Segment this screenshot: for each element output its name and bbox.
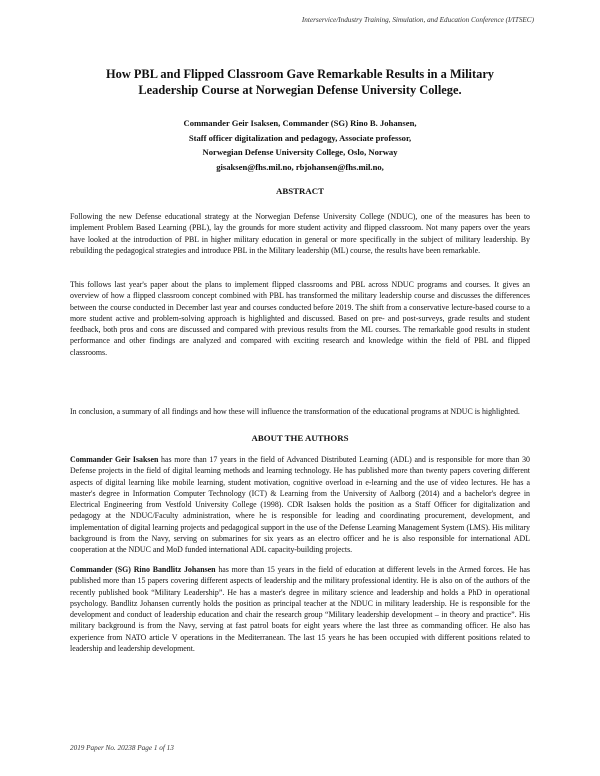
page-footer: 2019 Paper No. 20238 Page 1 of 13	[70, 744, 174, 752]
abstract-heading: ABSTRACT	[276, 186, 324, 196]
author-block	[60, 116, 540, 174]
paper-title	[60, 66, 540, 98]
author-affiliation: Norwegian Defense University College, Oslo, Norway	[202, 147, 398, 157]
abstract-paragraph-2: This follows last year's paper about the plans to implement flipped classrooms and PBL across NDUC programs and courses. It gives an overview of how a flipped classroom concept combined with PBL has transformed the military leadership course and discusses the differences between the course conducted in December last year and courses conducted before 2019. The shift from a conservative lecture-based course to a more student active and problem-solving approach is highlighted and discussed. Based on pre- and post-surveys, grade results and student feedback, both pros and cons are discussed and compared with previous results from the ML courses. The remarkable good results in student performance and other findings are analyzed and compared with exciting research and knowledge within the field of PBL and flipped classrooms.	[70, 280, 530, 357]
author-emails[interactable]: gisaksen@fhs.mil.no, rbjohansen@fhs.mil.no,	[216, 161, 384, 172]
author-roles: Staff officer digitalization and pedagogy, Associate professor,	[188, 132, 412, 143]
running-header: Interservice/Industry Training, Simulation, and Education Conference (I/ITSEC)	[301, 16, 534, 24]
abstract-paragraph-3: In conclusion, a summary of all findings and how these will influence the transformation of the educational programs at NDUC is highlighted.	[70, 407, 520, 416]
title-line-2: Leadership Course at Norwegian Defense University College.	[138, 83, 462, 97]
author-bio-text: has more than 17 years in the field of Advanced Distributed Learning (ADL) and is responsible for more than 30 Defense projects in the field of digital learning methods and learning technology. He has published more than twenty papers covering different aspects of digital learning like mobile learning, student motivation, cognitive overload in e-learning and the use of video lectures. He has a master's degree in Information Computer Technology (ICT) & Learning from the University of Aalborg (2014) and a bachelor's degree in Electrical Engineering from Vestfold University College (1998). CDR Isaksen holds the position as a Staff Officer for digitalization and pedagogy at the NDUC/Faculty administration, where he is responsible for leading and coordinating procurement, development, and implementation of digital learning projects and pedagogical support in the use of the Defense Learning Management System (LMS). His military background is from the Navy, serving on submarines for six years as an electro officer and he is also responsible for international ADL cooperation at the NDUC and MoD funded international ADL capacity-building projects.	[70, 455, 531, 555]
abstract-paragraph-1: Following the new Defense educational strategy at the Norwegian Defense University College (NDUC), one of the measures has been to implement Problem Based Learning (PBL), lay the grounds for more student activity and flipped classroom. Not many papers over the years have looked at the introduction of PBL in higher military education in general or more specifically in the subject of military leadership. By rebuilding the pedagogical strategies and introduce PBL in the Military leadership (ML) course, the results have been remarkable.	[70, 212, 530, 255]
author-bio-johansen	[70, 564, 530, 654]
author-bio-name: Commander (SG) Rino Bandlitz Johansen	[70, 565, 216, 574]
author-bio-name: Commander Geir Isaksen	[70, 455, 159, 464]
author-bio-isaksen	[70, 454, 530, 556]
author-names: Commander Geir Isaksen, Commander (SG) Rino B. Johansen,	[183, 118, 417, 128]
title-line-1: How PBL and Flipped Classroom Gave Remarkable Results in a Military	[105, 67, 495, 81]
author-bio-text: has more than 15 years in the field of education at different levels in the Armed forces. He has published more than 15 papers covering different aspects of leadership and the military professional identity. He is also on of the authors of the recently published book “Military Leadership”. He has a master's degree in military science and leadership and holds a PhD in operational psychology. Bandlitz Johansen currently holds the position as principal teacher at the NDUC in military leadership. He is responsible for the development and conduct of leadership education and chair the research group “Military leadership development – in theory and practice”. His military background is from the Navy, serving at fast patrol boats for eight years where the last three as commanding officer. He also has experience from NATO article V operations in the Mediterranean. The last 15 years he has been occupied with different positions related to leadership and leadership development.	[70, 565, 530, 654]
about-authors-heading: ABOUT THE AUTHORS	[251, 433, 349, 443]
